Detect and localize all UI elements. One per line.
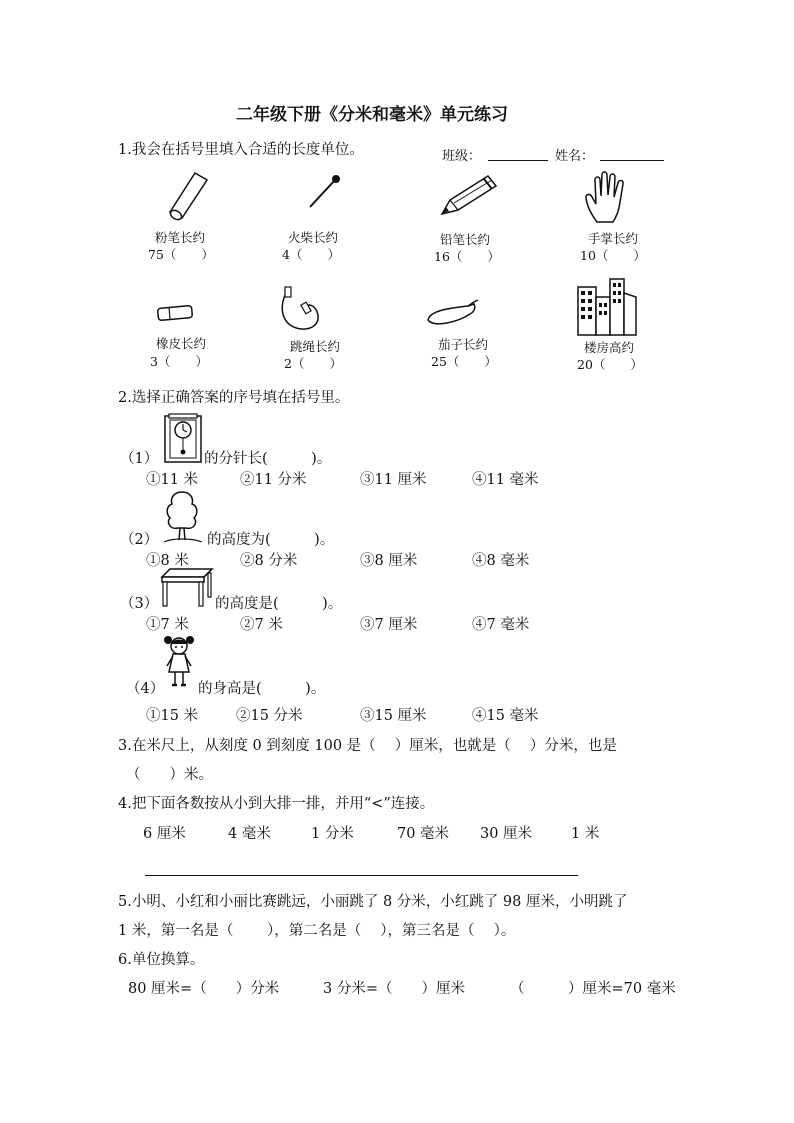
q2-3-number: （3） [120, 596, 159, 612]
q4-item: 70 毫米 [397, 826, 450, 842]
name-label: 姓名： [555, 149, 595, 164]
q2-1-stem: 的分针长( )。 [204, 451, 332, 467]
match-icon [305, 172, 345, 212]
q2-1-option-4[interactable]: ④11 毫米 [472, 472, 539, 488]
q1-label-eraser: 橡皮长约 [155, 336, 206, 351]
q2-4-option-1[interactable]: ①15 米 [146, 708, 199, 724]
building-icon [576, 275, 638, 337]
q4-item: 4 毫米 [228, 826, 271, 842]
q2-3-stem: 的高度是( )。 [215, 596, 343, 612]
question-3-line-1: 3.在米尺上，从刻度 0 到刻度 100 是（ ）厘米，也就是（ ）分米，也是 [118, 738, 617, 754]
q2-2-stem: 的高度为( )。 [207, 532, 335, 548]
q2-2-number: （2） [120, 532, 159, 548]
q2-4-option-2[interactable]: ②15 分米 [236, 708, 303, 724]
q1-label-building: 楼房高约 [583, 340, 634, 355]
q1-value-rope: 2（ ） [284, 356, 342, 371]
question-6-text: 6.单位换算。 [118, 952, 205, 968]
tree-icon [158, 488, 206, 546]
q1-value-eggplant: 25（ ） [431, 354, 497, 369]
q1-value-match: 4（ ） [282, 247, 340, 262]
q4-item: 1 分米 [311, 826, 354, 842]
question-2-text: 2.选择正确答案的序号填在括号里。 [118, 390, 350, 406]
q2-2-option-1[interactable]: ①8 米 [146, 553, 189, 569]
name-blank[interactable] [600, 160, 664, 161]
q2-1-option-2[interactable]: ②11 分米 [240, 472, 307, 488]
hand-icon [583, 170, 643, 225]
q1-value-building: 20（ ） [577, 357, 643, 372]
q4-item: 30 厘米 [480, 826, 533, 842]
class-label: 班级： [442, 149, 482, 164]
class-blank[interactable] [488, 160, 548, 161]
q2-2-option-3[interactable]: ③8 厘米 [360, 553, 418, 569]
q6-item-2: 3 分米=（ ）厘米 [323, 981, 465, 997]
q1-value-eraser: 3（ ） [150, 354, 208, 369]
q2-3-option-1[interactable]: ①7 米 [146, 617, 189, 633]
q1-value-hand: 10（ ） [580, 248, 646, 263]
pencil-icon [438, 172, 500, 218]
q2-4-number: （4） [126, 681, 165, 697]
girl-icon [163, 632, 195, 690]
q2-2-option-2[interactable]: ②8 分米 [240, 553, 298, 569]
question-3-line-2: （ ）米。 [126, 767, 213, 783]
eraser-icon [155, 302, 197, 324]
q4-answer-line[interactable] [145, 875, 578, 876]
q4-item: 1 米 [571, 826, 600, 842]
q1-value-pencil: 16（ ） [434, 249, 500, 264]
q2-1-number: （1） [120, 451, 159, 467]
question-5-line-1: 5.小明、小红和小丽比赛跳远，小丽跳了 8 分米，小红跳了 98 厘米，小明跳了 [118, 894, 628, 910]
q1-label-rope: 跳绳长约 [289, 339, 340, 354]
q1-label-hand: 手掌长约 [587, 231, 638, 246]
eggplant-icon [424, 298, 482, 328]
jump-rope-icon [278, 285, 328, 335]
q2-2-option-4[interactable]: ④8 毫米 [472, 553, 530, 569]
q2-3-option-4[interactable]: ④7 毫米 [472, 617, 530, 633]
chalk-icon [165, 170, 215, 220]
q2-1-option-3[interactable]: ③11 厘米 [360, 472, 427, 488]
q2-3-option-3[interactable]: ③7 厘米 [360, 617, 418, 633]
q6-item-1: 80 厘米=（ ）分米 [128, 981, 280, 997]
q2-3-option-2[interactable]: ②7 米 [240, 617, 283, 633]
q2-4-option-3[interactable]: ③15 厘米 [360, 708, 427, 724]
q1-value-chalk: 75（ ） [148, 247, 214, 262]
q1-label-match: 火柴长约 [287, 230, 338, 245]
q1-label-pencil: 铅笔长约 [439, 232, 490, 247]
q2-4-stem: 的身高是( )。 [198, 681, 326, 697]
clock-icon [163, 412, 203, 464]
question-5-line-2: 1 米，第一名是（ ），第二名是（ ），第三名是（ ）。 [118, 923, 516, 939]
page-title: 二年级下册《分米和毫米》单元练习 [236, 105, 508, 125]
question-4-text: 4.把下面各数按从小到大排一排，并用“<”连接。 [118, 796, 435, 812]
q1-label-eggplant: 茄子长约 [437, 337, 488, 352]
q2-1-option-1[interactable]: ①11 米 [146, 472, 199, 488]
question-1-text: 1.我会在括号里填入合适的长度单位。 [118, 142, 364, 158]
q4-item: 6 厘米 [143, 826, 186, 842]
q6-item-3: （ ）厘米=70 毫米 [510, 981, 676, 997]
q2-4-option-4[interactable]: ④15 毫米 [472, 708, 539, 724]
table-icon [158, 567, 214, 609]
q1-label-chalk: 粉笔长约 [154, 230, 205, 245]
